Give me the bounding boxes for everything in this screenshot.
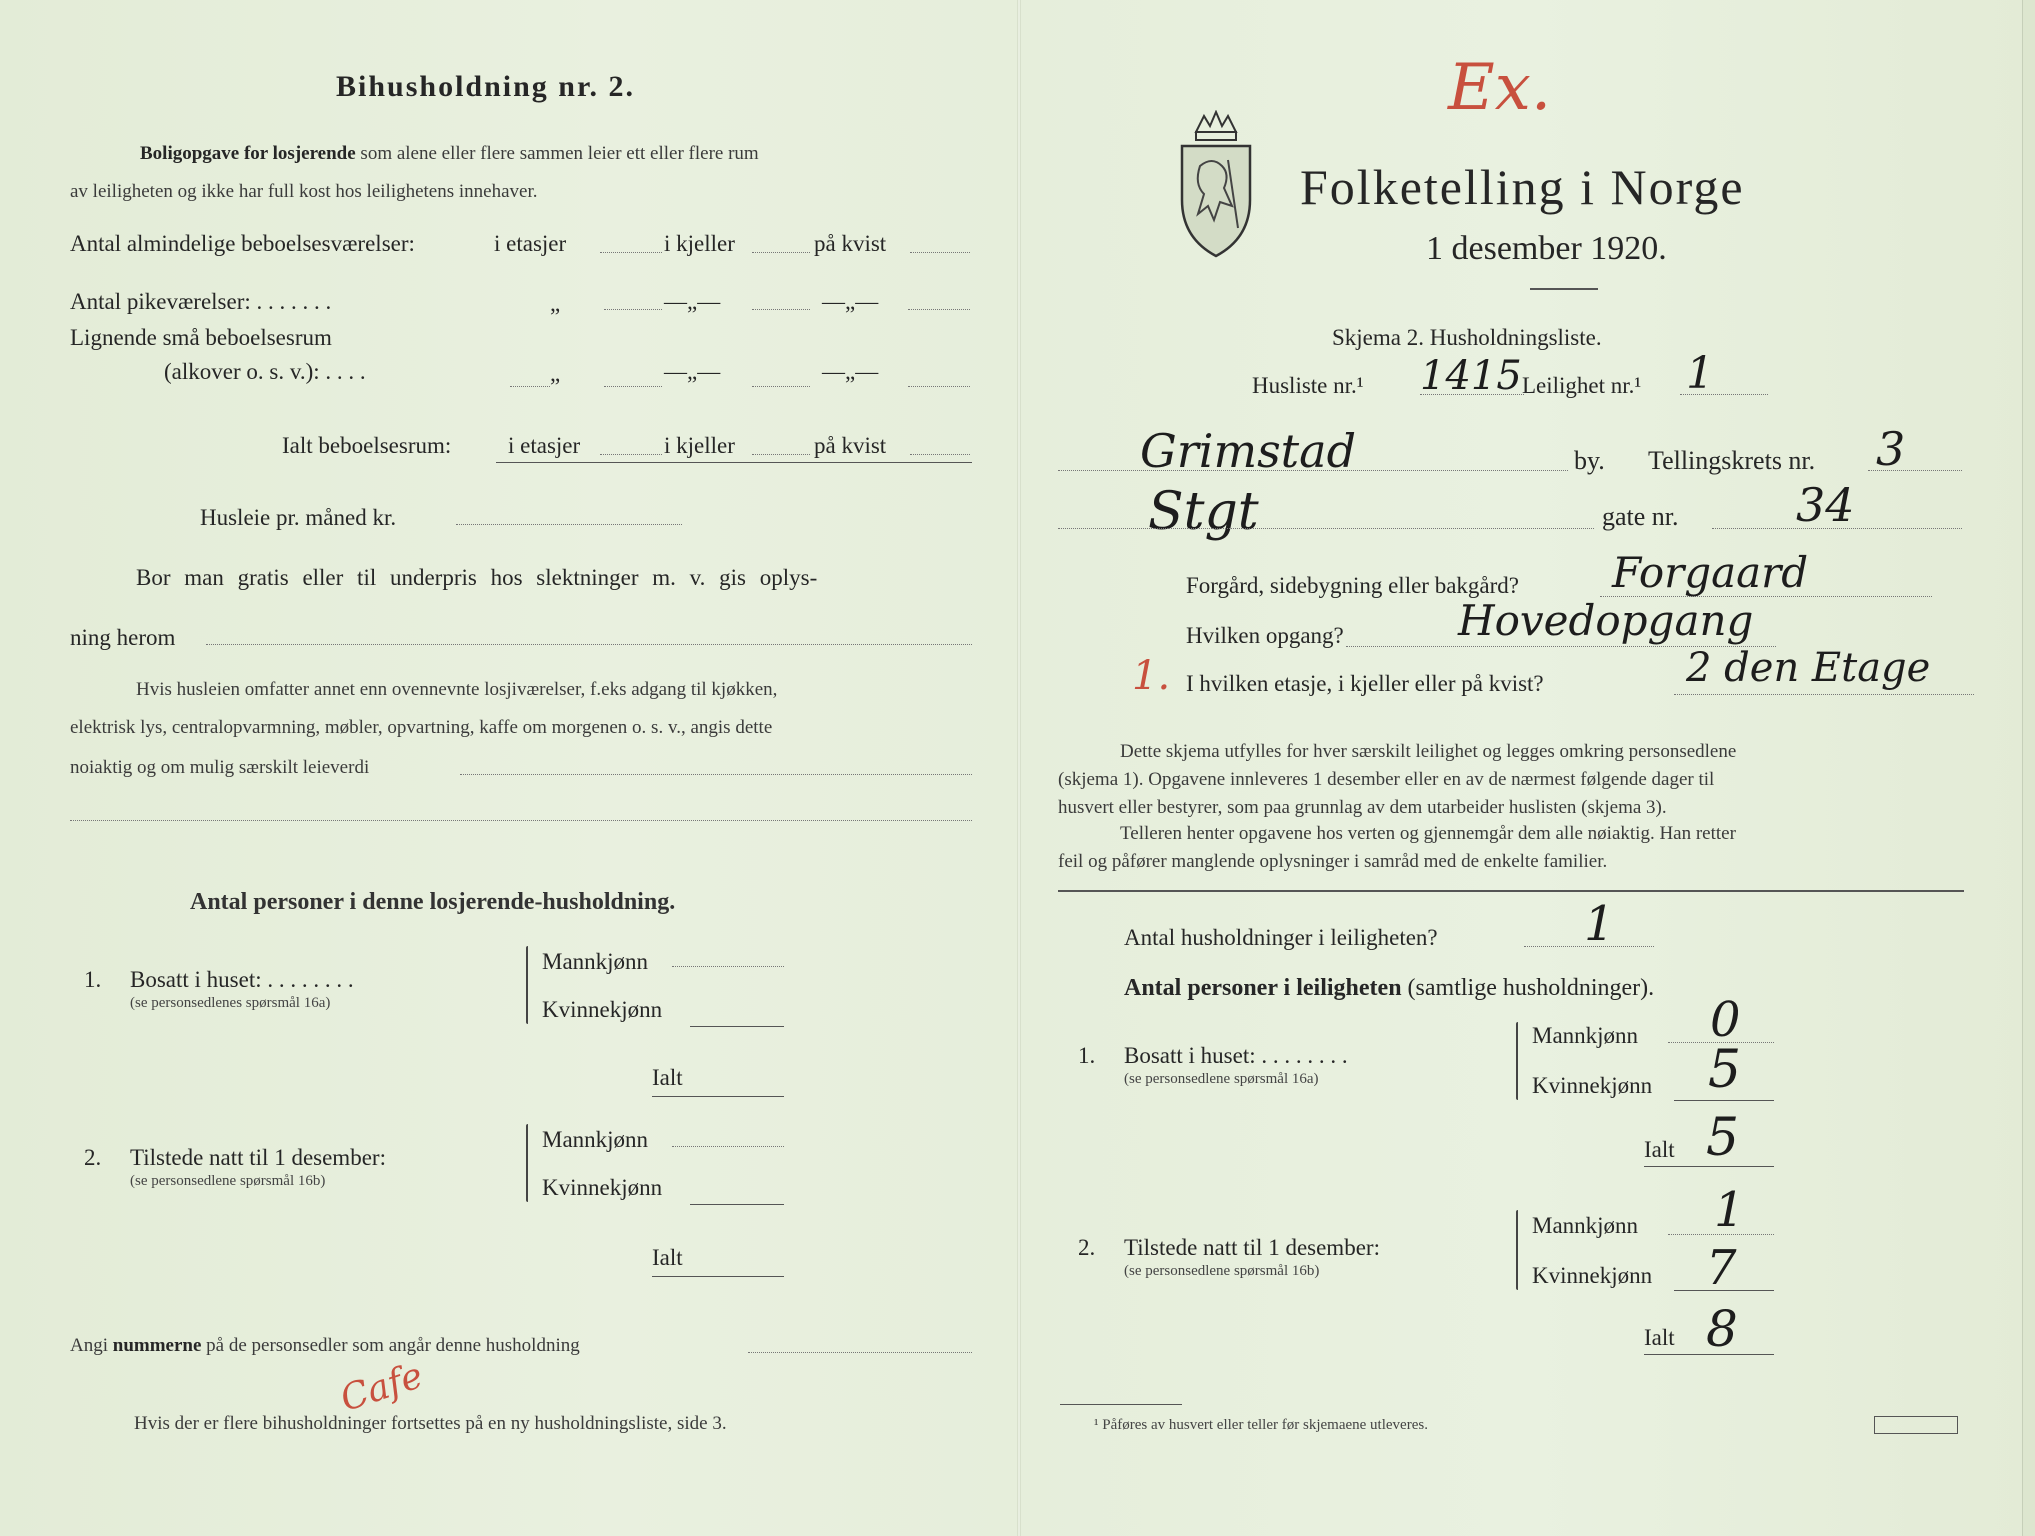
small-rooms-label-2: (alkover o. s. v.): . . . . (164, 359, 366, 384)
pike-ditto-1: „ (550, 291, 561, 316)
left-q2-label: Tilstede natt til 1 desember: (130, 1145, 386, 1170)
right-q2-number: 2. (1078, 1235, 1096, 1260)
title-rule (1530, 288, 1598, 290)
extra-line-3: noiaktig og om mulig særskilt leieverdi (70, 757, 370, 778)
pike-label: Antal pikeværelser: . . . . . . . (70, 289, 332, 314)
left-q2-female-label: Kvinnekjønn (542, 1175, 663, 1200)
yard-handwriting: Forgaard (1612, 548, 1809, 597)
page-fold (1017, 0, 1021, 1536)
extra-line-2: elektrisk lys, centralopvarmning, møbler, opvartning, kaffe om morgenen o. s. v., angis dette (70, 717, 773, 738)
extra-line-1: Hvis husleien omfatter annet enn ovennevnte losjiværelser, f.eks adgang til kjøkken, (136, 679, 778, 700)
rent-label: Husleie pr. måned kr. (200, 505, 397, 530)
right-q2-sub: (se personsedlene spørsmål 16b) (1124, 1263, 1320, 1279)
right-q1-male-handwriting: 0 (1710, 992, 1741, 1048)
husliste-label: Husliste nr.¹ (1252, 373, 1364, 398)
floor-mark-handwriting: 1. (1132, 653, 1171, 699)
intro-bold: Boligopgave for losjerende (140, 143, 356, 164)
street-field[interactable] (1058, 528, 1594, 529)
street-handwriting: Stgt (1148, 482, 1259, 542)
right-q2-label: Tilstede natt til 1 desember: (1124, 1235, 1380, 1260)
floor-label: I hvilken etasje, i kjeller eller på kvist? (1186, 671, 1544, 696)
rooms-kjeller-field[interactable] (752, 252, 810, 253)
city-handwriting: Grimstad (1140, 424, 1357, 478)
households-handwriting: 1 (1584, 896, 1615, 952)
tellingskrets-handwriting: 3 (1876, 422, 1906, 476)
right-q1-female-label: Kvinnekjønn (1532, 1073, 1653, 1098)
rooms-col-kjeller: i kjeller (664, 231, 735, 256)
census-date: 1 desember 1920. (1426, 230, 1667, 267)
pike-kvist-field[interactable] (908, 309, 970, 310)
leilighet-label: Leilighet nr.¹ (1522, 373, 1642, 398)
right-title: Folketelling i Norge (1300, 159, 1745, 215)
right-q1-number: 1. (1078, 1043, 1096, 1068)
left-q2-male-field[interactable] (672, 1146, 784, 1147)
total-etasjer-field[interactable] (600, 454, 662, 455)
rooms-kvist-field[interactable] (910, 252, 970, 253)
ex-mark-handwriting: Ex. (1448, 51, 1552, 125)
left-q2-number: 2. (84, 1145, 102, 1170)
extra-field-2[interactable] (70, 820, 972, 821)
leilighet-handwriting: 1 (1686, 348, 1714, 399)
right-q2-female-label: Kvinnekjønn (1532, 1263, 1653, 1288)
numbers-handwriting: Cafe (335, 1355, 428, 1420)
gate-handwriting: 34 (1796, 478, 1855, 532)
extra-field[interactable] (460, 774, 972, 775)
right-q2-female-handwriting: 7 (1706, 1240, 1737, 1296)
total-kvist-field[interactable] (910, 454, 970, 455)
left-q1-total-label: Ialt (652, 1065, 683, 1090)
right-q1-female-handwriting: 5 (1708, 1040, 1742, 1100)
right-q1-total-handwriting: 5 (1706, 1108, 1740, 1168)
instructions-rule (1058, 890, 1964, 892)
numbers-pre: Angi (70, 1335, 108, 1356)
persons-heading-bold: Antal personer i leiligheten (1124, 975, 1402, 1001)
small-ditto-1: „ (550, 361, 561, 386)
instructions-line-5: feil og påfører manglende oplysninger i samråd med de enkelte familier. (1058, 851, 1608, 872)
instructions-line-2: (skjema 1). Opgavene innleveres 1 desember eller en av de nærmest følgende dager til (1058, 769, 1715, 790)
total-kjeller-field[interactable] (752, 454, 810, 455)
gratis-line-2: ning herom (70, 625, 176, 650)
husliste-handwriting: 1415 (1420, 353, 1522, 399)
city-field[interactable] (1058, 470, 1568, 471)
pike-kjeller-field[interactable] (752, 309, 810, 310)
small-ditto-3: —„— (822, 359, 879, 384)
small-etasjer-field[interactable] (604, 386, 662, 387)
pike-etasjer-field[interactable] (604, 309, 662, 310)
small-kvist-field[interactable] (908, 386, 970, 387)
right-persons-heading (1124, 976, 1654, 1000)
left-q2-male-label: Mannkjønn (542, 1127, 649, 1152)
rooms-etasjer-field[interactable] (600, 252, 662, 253)
norway-coat-of-arms-icon (1174, 110, 1258, 260)
entrance-label: Hvilken opgang? (1186, 623, 1344, 648)
tellingskrets-label: Tellingskrets nr. (1648, 446, 1816, 475)
total-col-etasjer: i etasjer (508, 433, 581, 458)
gratis-field[interactable] (206, 644, 972, 645)
total-col-kjeller: i kjeller (664, 433, 735, 458)
footnote-rule (1060, 1404, 1182, 1405)
households-label: Antal husholdninger i leiligheten? (1124, 925, 1438, 950)
rooms-label: Antal almindelige beboelsesværelser: (70, 231, 415, 256)
right-q2-male-handwriting: 1 (1714, 1182, 1745, 1238)
total-rule (496, 462, 972, 463)
left-title: Bihusholdning nr. 2. (336, 70, 636, 103)
left-q1-female-label: Kvinnekjønn (542, 997, 663, 1022)
gratis-line-1: Bor man gratis eller til underpris hos slektninger m. v. gis oplys- (136, 565, 818, 590)
pike-ditto-3: —„— (822, 289, 879, 314)
left-intro-line-1 (140, 144, 759, 163)
right-q2-total-handwriting: 8 (1706, 1300, 1738, 1358)
rent-field[interactable] (456, 524, 682, 525)
small-rooms-lead (510, 386, 550, 387)
numbers-bold: nummerne (112, 1335, 202, 1356)
numbers-line (70, 1336, 580, 1355)
right-q1-male-label: Mannkjønn (1532, 1023, 1639, 1048)
left-q1-brace (526, 946, 528, 1024)
rooms-col-etasjer: i etasjer (494, 231, 567, 256)
left-persons-heading: Antal personer i denne losjerende-husholdning. (190, 889, 676, 915)
right-q1-total-label: Ialt (1644, 1137, 1675, 1162)
left-q2-sub: (se personsedlene spørsmål 16b) (130, 1173, 326, 1189)
floor-field[interactable] (1674, 694, 1974, 695)
right-q1-sub: (se personsedlene spørsmål 16a) (1124, 1071, 1319, 1087)
pike-ditto-2: —„— (664, 289, 721, 314)
instructions-line-3: husvert eller bestyrer, som paa grunnlag av dem utarbeider huslisten (skjema 3). (1058, 797, 1667, 818)
right-q1-female-field[interactable] (1674, 1100, 1774, 1101)
instructions-line-1: Dette skjema utfylles for hver særskilt leilighet og legges omkring personsedlene (1120, 741, 1737, 762)
gate-label: gate nr. (1602, 502, 1679, 531)
left-footer-note: Hvis der er flere bihusholdninger fortsettes på en ny husholdningsliste, side 3. (134, 1413, 727, 1434)
right-q1-brace (1516, 1022, 1518, 1100)
entrance-handwriting: Hovedopgang (1458, 596, 1754, 645)
small-ditto-2: —„— (664, 359, 721, 384)
instructions-line-4: Telleren henter opgavene hos verten og gjennemgår dem alle nøiaktig. Han retter (1120, 823, 1736, 844)
left-intro-line-2: av leiligheten og ikke har full kost hos leilighetens innehaver. (70, 181, 538, 202)
right-q2-male-label: Mannkjønn (1532, 1213, 1639, 1238)
numbers-rest: på de personsedler som angår denne husholdning (206, 1335, 580, 1356)
right-q1-label: Bosatt i huset: . . . . . . . . (1124, 1043, 1348, 1068)
printer-stamp (1874, 1416, 1958, 1434)
schema-label: Skjema 2. Husholdningsliste. (1332, 325, 1602, 350)
by-label: by. (1574, 446, 1605, 475)
left-q2-brace (526, 1124, 528, 1202)
left-q2-female-field[interactable] (690, 1204, 784, 1205)
right-q2-total-label: Ialt (1644, 1325, 1675, 1350)
footnote: ¹ Påføres av husvert eller teller før skjemaene utleveres. (1094, 1417, 1428, 1433)
left-q1-female-field[interactable] (690, 1026, 784, 1027)
total-col-kvist: på kvist (814, 433, 887, 458)
small-kjeller-field[interactable] (752, 386, 810, 387)
left-q1-total-field[interactable] (652, 1096, 784, 1097)
numbers-field[interactable] (748, 1352, 972, 1353)
left-q1-label: Bosatt i huset: . . . . . . . . (130, 967, 354, 992)
persons-heading-rest: (samtlige husholdninger). (1407, 975, 1655, 1001)
left-q2-total-field[interactable] (652, 1276, 784, 1277)
floor-handwriting: 2 den Etage (1686, 645, 1931, 691)
rooms-col-kvist: på kvist (814, 231, 887, 256)
total-rooms-label: Ialt beboelsesrum: (282, 433, 452, 458)
small-rooms-label-1: Lignende små beboelsesrum (70, 325, 332, 350)
page-edge (2022, 0, 2035, 1536)
left-q1-male-field[interactable] (672, 966, 784, 967)
left-q1-male-label: Mannkjønn (542, 949, 649, 974)
right-q2-brace (1516, 1210, 1518, 1290)
left-q1-number: 1. (84, 967, 102, 992)
left-q1-sub: (se personsedlenes spørsmål 16a) (130, 995, 331, 1011)
yard-label: Forgård, sidebygning eller bakgård? (1186, 573, 1519, 598)
intro-rest: som alene eller flere sammen leier ett eller flere rum (360, 143, 759, 164)
left-q2-total-label: Ialt (652, 1245, 683, 1270)
